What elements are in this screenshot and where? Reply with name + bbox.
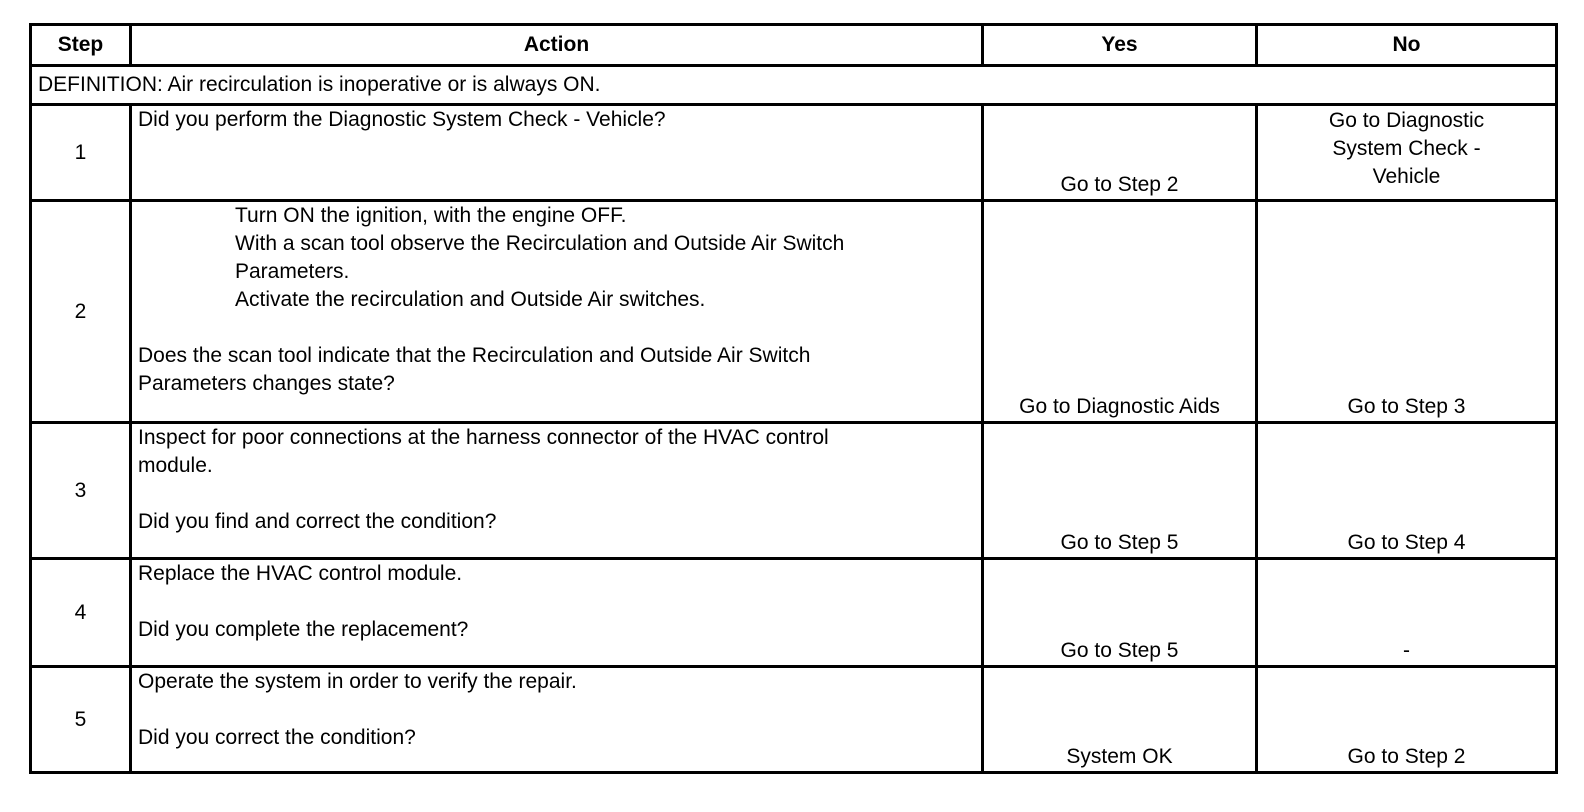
action-line: module.: [138, 454, 213, 477]
step-number: 2: [31, 201, 131, 423]
header-no: No: [1257, 25, 1557, 66]
definition-row: [31, 66, 1557, 105]
spacer: [138, 314, 975, 342]
yes-cell: Go to Step 5: [983, 423, 1257, 559]
action-line: Operate the system in order to verify the repair.: [138, 670, 577, 693]
step-number: 1: [31, 105, 131, 201]
action-question-line: Parameters changes state?: [138, 372, 395, 395]
no-cell: Go to Step 2: [1257, 667, 1557, 773]
definition-text: DEFINITION: Air recirculation is inoperative or is always ON.: [31, 66, 1557, 105]
yes-cell: Go to Step 2: [983, 105, 1257, 201]
no-line: Go to Diagnostic: [1328, 109, 1485, 132]
header-action: Action: [131, 25, 983, 66]
table-row-step-2: [31, 201, 1557, 423]
yes-cell: Go to Diagnostic Aids: [983, 201, 1257, 423]
action-question: Did you correct the condition?: [138, 726, 416, 749]
action-question: Did you find and correct the condition?: [138, 510, 497, 533]
step-number: 5: [31, 667, 131, 773]
yes-cell: System OK: [983, 667, 1257, 773]
action-cell: [131, 559, 983, 667]
action-cell: [131, 201, 983, 423]
no-cell: Go to Step 4: [1257, 423, 1557, 559]
table-row-step-1: [31, 105, 1557, 201]
action-question-line: Does the scan tool indicate that the Recirculation and Outside Air Switch: [138, 344, 811, 367]
action-step-line: With a scan tool observe the Recirculation and Outside Air Switch: [235, 232, 845, 255]
table-row-step-3: [31, 423, 1557, 559]
action-line: Inspect for poor connections at the harness connector of the HVAC control: [138, 426, 829, 449]
step-number: 3: [31, 423, 131, 559]
action-question: Did you perform the Diagnostic System Check - Vehicle?: [138, 108, 666, 131]
step-number: 4: [31, 559, 131, 667]
diagnostic-table: [29, 23, 1558, 774]
action-line: Replace the HVAC control module.: [138, 562, 463, 585]
no-line: System Check -: [1332, 137, 1481, 160]
action-cell: [131, 423, 983, 559]
no-cell: -: [1257, 559, 1557, 667]
header-yes: Yes: [983, 25, 1257, 66]
yes-cell: Go to Step 5: [983, 559, 1257, 667]
action-step-line: Turn ON the ignition, with the engine OFF.: [235, 204, 627, 227]
action-cell: [131, 667, 983, 773]
spacer: [138, 480, 975, 508]
spacer: [138, 588, 975, 616]
action-step-line: Parameters.: [235, 260, 350, 283]
no-line: Vehicle: [1372, 165, 1441, 188]
table-row-step-4: [31, 559, 1557, 667]
header-row: [31, 25, 1557, 66]
header-step: Step: [31, 25, 131, 66]
no-cell: [1257, 105, 1557, 201]
action-question: Did you complete the replacement?: [138, 618, 469, 641]
action-cell: [131, 105, 983, 201]
table-row-step-5: [31, 667, 1557, 773]
action-step-line: Activate the recirculation and Outside Air switches.: [235, 288, 706, 311]
spacer: [138, 696, 975, 724]
no-cell: Go to Step 3: [1257, 201, 1557, 423]
